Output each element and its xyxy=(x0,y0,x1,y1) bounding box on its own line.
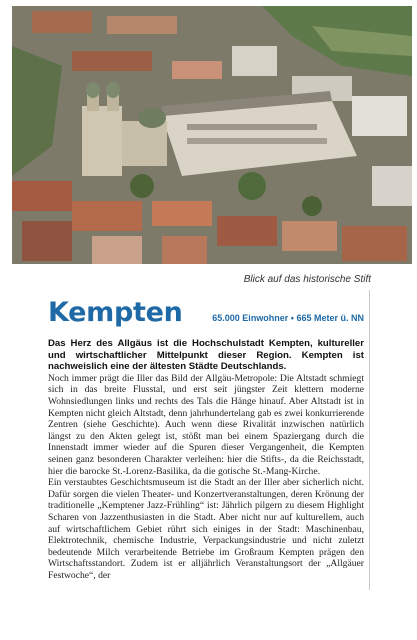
article-paragraph-2: Ein verstaubtes Geschichtsmuseum ist die Stadt an der Iller aber sicherlich nicht. Dafür sorgen die vielen Theater- und Konzertveranstaltungen, deren Krönung der traditionelle „Kemptener Jazz-Frühling“ ist: Jährlich pilgern zu diesem Highlight Scharen von Jazzenthusiasten in die Stadt. Aber nicht nur auf kulturellem, auch auf wirtschaftlichem Gebiet rührt sich einiges in der Stadt: Maschinenbau, Elektrotechnik, chemische Industrie, Verpackungsindustrie und nicht zuletzt bedeutende Milch verarbeitende Betriebe im Großraum Kempten prägen den Wirtschaftsstandort. Zudem ist er alljährlich Veranstaltungsort der „Allgäuer Festwoche“, der xyxy=(48,477,364,581)
aerial-photo-kempten xyxy=(12,6,412,264)
article-body xyxy=(48,338,364,581)
article-title: Kempten xyxy=(48,297,183,328)
population-elevation-stats: 65.000 Einwohner • 665 Meter ü. NN xyxy=(212,313,364,323)
photo-caption: Blick auf das historische Stift xyxy=(243,274,371,285)
column-divider xyxy=(369,290,370,590)
article-lead: Das Herz des Allgäus ist die Hochschulstadt Kempten, kultureller und wirtschaftlicher Mittelpunkt dieser Region. Kempten ist nachweislich eine der ältesten Städte Deutschlands. xyxy=(48,338,364,373)
aerial-city-image xyxy=(12,6,412,264)
article-paragraph-1: Noch immer prägt die Iller das Bild der Allgäu-Metropole: Die Altstadt schmiegt sich in das breite Flusstal, und erst seit jüngster Zeit klettern moderne Wohnsiedlungen links und rechts des Tals die Hänge hinauf. Aber Altstadt ist in Kempten nicht gleich Altstadt, denn jahrhundertelang gab es zwei konkurrierende Zentren (siehe Geschichte). Auch wenn diese Rivalität inzwischen natürlich längst zu den Akten gelegt ist, stößt man bei einem Spaziergang durch die Innenstadt immer wieder auf die Spuren dieser Vergangenheit, die Kempten seinen ganz besonderen Charakter verleihen: hier die Stifts-, da die Reichsstadt, hier die barocke St.-Lorenz-Basilika, da die gotische St.-Mang-Kirche. xyxy=(48,372,364,477)
article-header xyxy=(48,296,364,336)
